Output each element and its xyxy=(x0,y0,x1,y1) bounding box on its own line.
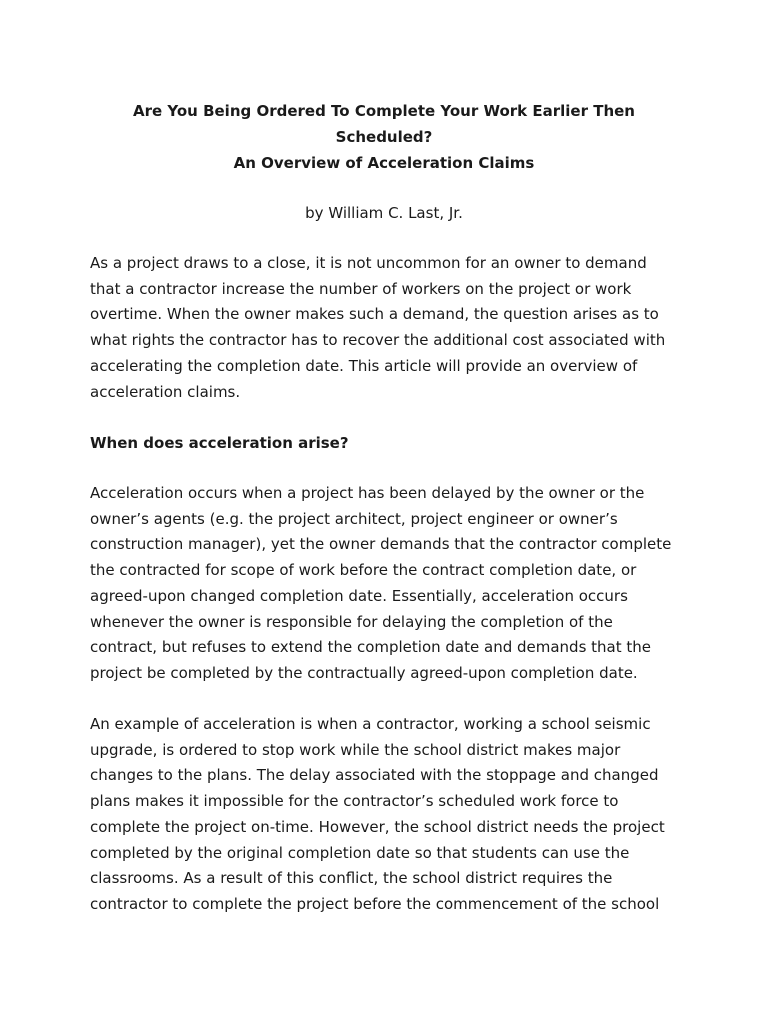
paragraph-line: changes to the plans. The delay associated with the stoppage and changed xyxy=(90,766,659,785)
paragraph-line: classrooms. As a result of this conflict, the school district requires the xyxy=(90,869,613,888)
intro-paragraph xyxy=(90,251,690,405)
paragraph-line: completed by the original completion date so that students can use the xyxy=(90,843,630,862)
paragraph-line: whenever the owner is responsible for delaying the completion of the xyxy=(90,612,613,631)
intro-line: that a contractor increase the number of workers on the project or work xyxy=(90,279,632,298)
paragraph-line: construction manager), yet the owner demands that the contractor complete xyxy=(90,535,672,554)
intro-line: As a project draws to a close, it is not uncommon for an owner to demand xyxy=(90,254,647,272)
paragraph-line: Acceleration occurs when a project has been delayed by the owner or the xyxy=(90,484,645,502)
author-byline: by William C. Last, Jr. xyxy=(305,204,463,222)
section-heading: When does acceleration arise? xyxy=(90,434,349,452)
intro-line: overtime. When the owner makes such a demand, the question arises as to xyxy=(90,305,659,324)
paragraph-line: upgrade, is ordered to stop work while the school district makes major xyxy=(90,740,621,759)
title-line-2: Scheduled? xyxy=(335,128,433,146)
paragraph-line: plans makes it impossible for the contractor’s scheduled work force to xyxy=(90,792,619,811)
title-line-3: An Overview of Acceleration Claims xyxy=(233,154,535,172)
intro-line: accelerating the completion date. This article will provide an overview of xyxy=(90,356,638,375)
intro-line: what rights the contractor has to recover the additional cost associated with xyxy=(90,331,666,350)
paragraph-line: An example of acceleration is when a contractor, working a school seismic xyxy=(90,715,651,733)
definition-paragraph xyxy=(90,481,690,687)
example-paragraph xyxy=(90,712,690,918)
paragraph-line: agreed-upon changed completion date. Essentially, acceleration occurs xyxy=(90,586,628,605)
paragraph-line: the contracted for scope of work before the contract completion date, or xyxy=(90,561,637,580)
paragraph-line: contractor to complete the project before the commencement of the school xyxy=(90,894,660,913)
title-line-1: Are You Being Ordered To Complete Your Work Earlier Then xyxy=(132,102,635,120)
paragraph-line: project be completed by the contractually agreed-upon completion date. xyxy=(90,663,638,682)
intro-line: acceleration claims. xyxy=(90,382,241,401)
paragraph-line: contract, but refuses to extend the completion date and demands that the xyxy=(90,638,651,657)
paragraph-line: owner’s agents (e.g. the project architect, project engineer or owner’s xyxy=(90,509,618,528)
paragraph-line: complete the project on-time. However, the school district needs the project xyxy=(90,817,665,836)
document-title xyxy=(90,98,678,176)
